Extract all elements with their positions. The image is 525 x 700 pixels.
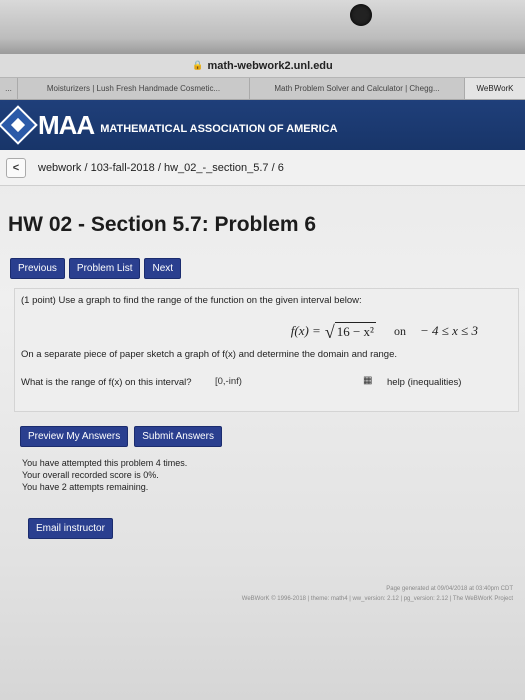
previous-button[interactable]: Previous [10, 258, 65, 279]
range-question: What is the range of f(x) on this interval? [21, 377, 192, 388]
maa-logo-text: MAA [38, 109, 95, 140]
answer-input[interactable] [215, 373, 355, 389]
interval: − 4 ≤ x ≤ 3 [419, 323, 478, 338]
page-generated-text: Page generated at 09/04/2018 at 03:40pm CDT [386, 586, 513, 592]
back-button[interactable]: < [6, 158, 26, 178]
sketch-instruction: On a separate piece of paper sketch a graph of f(x) and determine the domain and range. [21, 349, 398, 360]
function-formula [291, 322, 478, 340]
laptop-bezel [0, 0, 525, 54]
tab-lush[interactable]: Moisturizers | Lush Fresh Handmade Cosmetic... [18, 78, 250, 99]
radicand: 16 − x² [336, 324, 374, 339]
on-word: on [393, 323, 406, 338]
tab-strip [0, 78, 525, 100]
problem-intro: (1 point) Use a graph to find the range of the function on the given interval below: [21, 295, 362, 306]
version-text: WeBWorK © 1996-2018 | theme: math4 | ww_version: 2.12 | pg_version: 2.12 | The WeBWorK Project [241, 596, 513, 602]
problem-list-button[interactable]: Problem List [69, 258, 141, 279]
sqrt-expression [325, 322, 376, 340]
remaining-attempts: You have 2 attempts remaining. [22, 482, 149, 492]
maa-banner [0, 100, 525, 150]
submit-answers-button[interactable]: Submit Answers [134, 426, 222, 447]
help-inequalities-link[interactable]: help (inequalities) [387, 377, 462, 388]
page-title: HW 02 - Section 5.7: Problem 6 [8, 213, 317, 236]
breadcrumb-bar [0, 150, 525, 186]
problem-box [14, 288, 519, 412]
attempt-status [22, 457, 187, 493]
tab-overflow[interactable]: ... [0, 78, 18, 99]
email-instructor-button[interactable]: Email instructor [28, 518, 113, 539]
preview-answers-button[interactable]: Preview My Answers [20, 426, 128, 447]
score-text: Your overall recorded score is 0%. [22, 470, 159, 480]
address-bar[interactable] [0, 54, 525, 78]
maa-org-name: MATHEMATICAL ASSOCIATION OF AMERICA [100, 123, 338, 135]
answer-actions [20, 426, 222, 447]
next-button[interactable]: Next [144, 258, 181, 279]
url-text: math-webwork2.unl.edu [207, 59, 333, 72]
footer [193, 584, 513, 604]
tab-webwork[interactable]: WeBWorK [465, 78, 525, 99]
tab-chegg[interactable]: Math Problem Solver and Calculator | Chegg... [250, 78, 465, 99]
breadcrumb[interactable]: webwork / 103-fall-2018 / hw_02_-_section_5.7 / 6 [38, 161, 284, 174]
sqrt-icon: √ [324, 322, 335, 342]
camera-icon [350, 4, 372, 26]
lock-icon: 🔒 [192, 60, 204, 70]
maa-logo-icon [0, 105, 38, 145]
problem-nav [10, 258, 181, 279]
attempt-count: You have attempted this problem 4 times. [22, 458, 188, 468]
function-lhs: f(x) = [290, 323, 321, 338]
equation-editor-icon[interactable]: ▦ [363, 375, 373, 386]
